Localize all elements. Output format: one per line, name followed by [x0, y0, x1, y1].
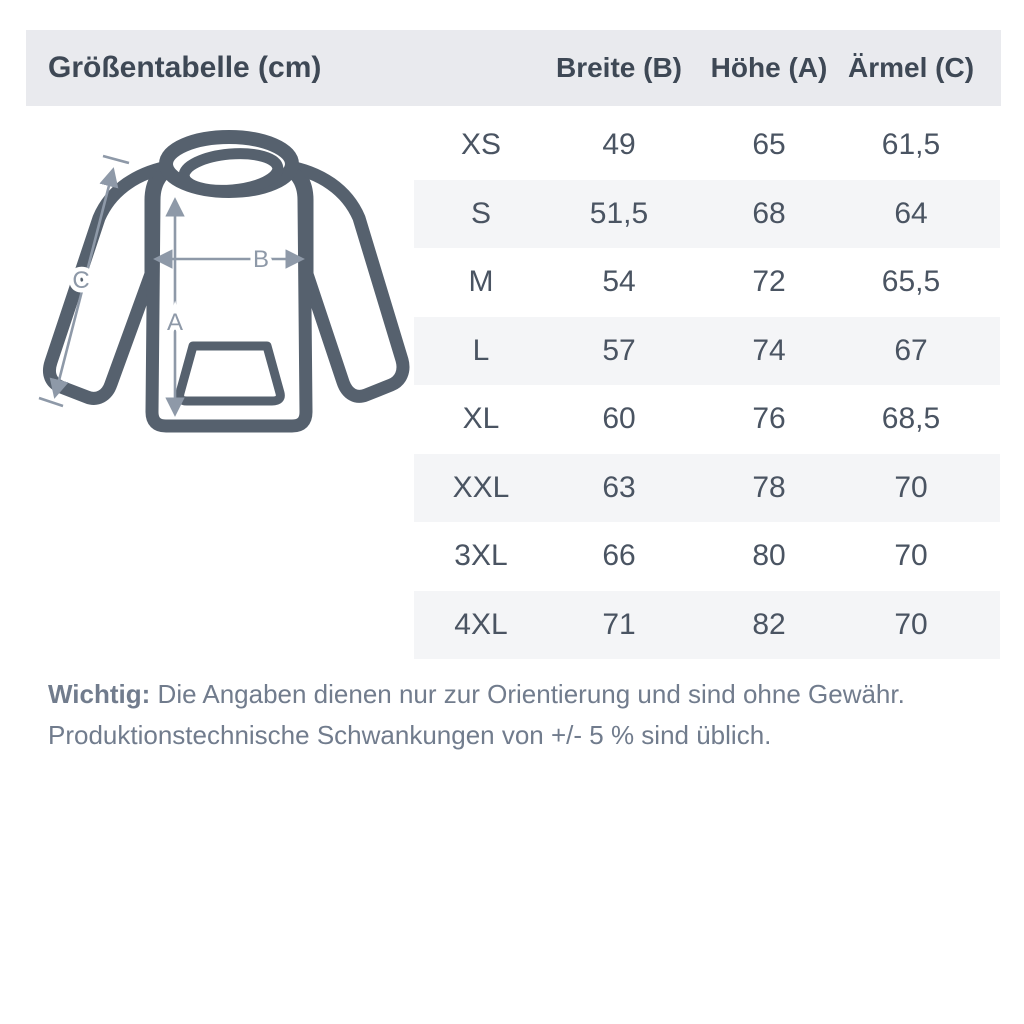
breite-cell: 54 [602, 265, 636, 299]
hoehe-cell: 80 [752, 539, 786, 573]
aermel-cell: 61,5 [881, 128, 941, 162]
header-bar [26, 30, 1001, 106]
table-row [414, 111, 1000, 180]
column-header-breite: Breite (B) [555, 52, 682, 83]
table-row [414, 248, 1000, 317]
hood-inner-ring [183, 150, 280, 194]
size-cell: 3XL [454, 539, 508, 573]
dimension-label-a: A [166, 309, 184, 336]
size-cell: 4XL [454, 607, 508, 641]
breite-cell: 51,5 [589, 196, 649, 230]
aermel-cell: 67 [894, 333, 928, 367]
note-line2: Produktionstechnische Schwankungen von +/- 5 % sind üblich. [48, 720, 772, 750]
table-row [414, 522, 1000, 591]
hoehe-cell: 78 [752, 470, 786, 504]
aermel-cell: 64 [894, 196, 928, 230]
table-row [414, 385, 1000, 454]
column-header-aermel: Ärmel (C) [848, 52, 975, 83]
aermel-cell: 65,5 [881, 265, 941, 299]
hoehe-cell: 65 [752, 128, 786, 162]
dimension-label-c: C [72, 267, 90, 294]
table-row [414, 180, 1000, 249]
size-cell: L [472, 333, 490, 367]
hoehe-cell: 76 [752, 402, 786, 436]
breite-cell: 63 [602, 470, 636, 504]
breite-cell: 49 [602, 128, 636, 162]
size-cell: M [468, 265, 494, 299]
hoehe-cell: 74 [752, 333, 786, 367]
aermel-cell: 68,5 [881, 402, 941, 436]
column-header-hoehe: Höhe (A) [710, 52, 828, 83]
size-cell: XL [462, 402, 500, 436]
note-line1: Die Angaben dienen nur zur Orientierung und sind ohne Gewähr. [157, 679, 905, 709]
breite-cell: 60 [602, 402, 636, 436]
table-row [414, 591, 1000, 660]
dimension-label-b: B [252, 246, 270, 273]
aermel-cell: 70 [894, 470, 928, 504]
hoehe-cell: 72 [752, 265, 786, 299]
note-label: Wichtig: [48, 679, 151, 709]
hoodie-diagram [25, 122, 410, 452]
column-headers [414, 30, 1000, 106]
aermel-cell: 70 [894, 539, 928, 573]
size-cell: XS [460, 128, 502, 162]
table-row [414, 454, 1000, 523]
breite-cell: 57 [602, 333, 636, 367]
hoehe-cell: 82 [752, 607, 786, 641]
hoehe-cell: 68 [752, 196, 786, 230]
size-table [414, 111, 1000, 659]
size-cell: XXL [452, 470, 510, 504]
disclaimer-note [48, 674, 978, 756]
size-cell: S [470, 196, 491, 230]
pocket [180, 346, 281, 401]
page-title: Größentabelle (cm) [48, 51, 322, 84]
aermel-cell: 70 [894, 607, 928, 641]
table-row [414, 317, 1000, 386]
breite-cell: 66 [602, 539, 636, 573]
breite-cell: 71 [602, 607, 636, 641]
